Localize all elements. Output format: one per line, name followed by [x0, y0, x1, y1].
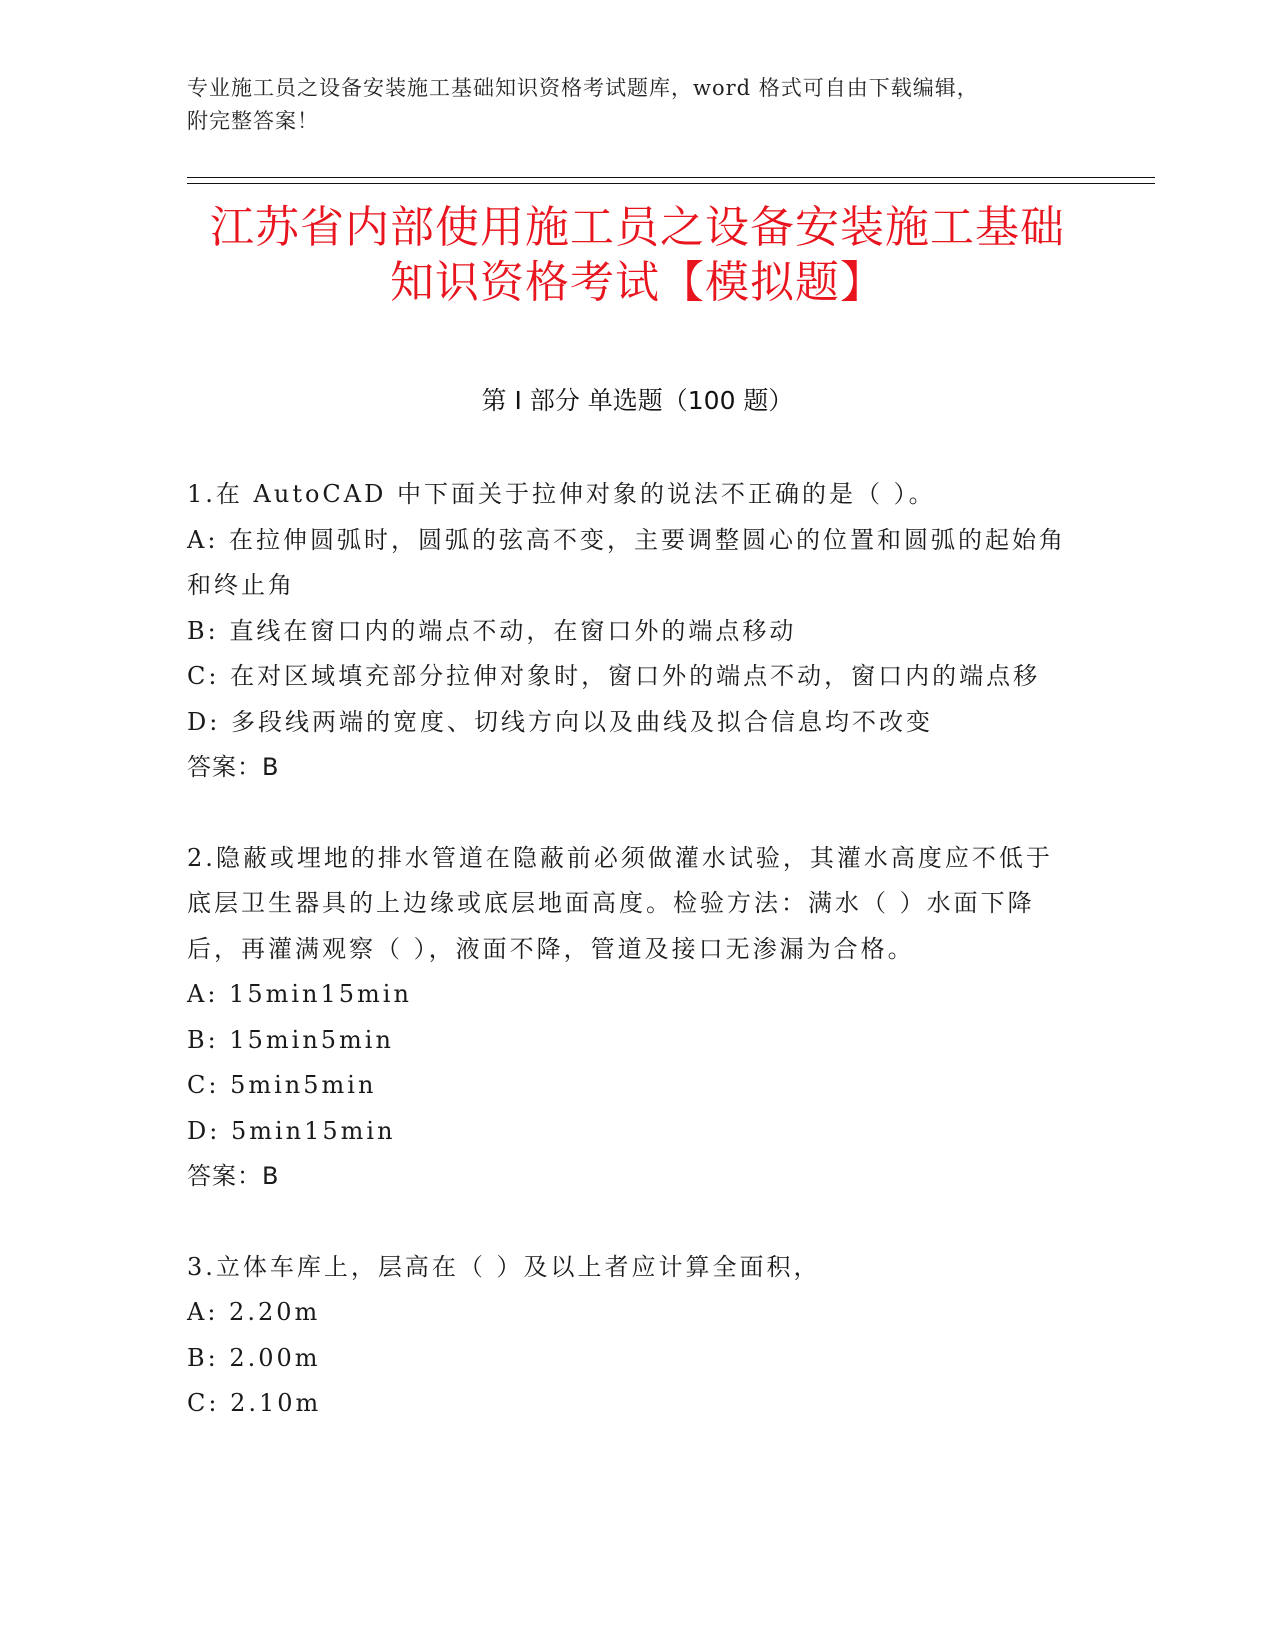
question-stem: 2.隐蔽或埋地的排水管道在隐蔽前必须做灌水试验，其灌水高度应不低于底层卫生器具的上边缘或底层地面高度。检验方法：满水（ ）水面下降后，再灌满观察（ ），液面不降，管道及接口无渗漏为合格。	[187, 843, 1053, 963]
question-stem: 3.立体车库上，层高在（ ）及以上者应计算全面积，	[187, 1252, 821, 1281]
question-3	[187, 1245, 1067, 1427]
option-c: C: 2.10m	[187, 1389, 322, 1417]
question-list	[187, 472, 1067, 1472]
option-b: B: 2.00m	[187, 1343, 321, 1372]
option-b: B: 直线在窗口内的端点不动，在窗口外的端点移动	[187, 616, 797, 645]
option-d: D: 多段线两端的宽度、切线方向以及曲线及拟合信息均不改变	[187, 707, 933, 736]
option-b: B: 15min5min	[187, 1025, 394, 1054]
option-a: A: 2.20m	[187, 1298, 321, 1326]
question-1	[187, 472, 1067, 791]
option-a: A: 15min15min	[187, 980, 412, 1008]
option-d: D: 5min15min	[187, 1116, 396, 1145]
section-title: 第 I 部分 单选题（100 题）	[481, 386, 794, 415]
answer: 答案：B	[187, 1162, 280, 1190]
header-note-line-2: 附完整答案！	[187, 109, 319, 133]
document-title-line-2: 知识资格考试【模拟题】	[390, 257, 885, 308]
answer: 答案：B	[187, 753, 280, 781]
question-2	[187, 836, 1067, 1200]
header-divider-top	[187, 177, 1155, 178]
option-a: A: 在拉伸圆弧时，圆弧的弦高不变，主要调整圆心的位置和圆弧的起始角和终止角	[187, 525, 1067, 599]
question-stem: 1.在 AutoCAD 中下面关于拉伸对象的说法不正确的是（ ）。	[187, 480, 936, 508]
option-c: C: 5min5min	[187, 1071, 377, 1099]
header-note	[187, 72, 1087, 138]
document-title-line-1: 江苏省内部使用施工员之设备安装施工基础	[210, 202, 1065, 253]
option-c: C: 在对区域填充部分拉伸对象时，窗口外的端点不动，窗口内的端点移	[187, 662, 1041, 690]
document-title	[150, 200, 1125, 310]
header-divider-bottom	[187, 183, 1155, 184]
header-note-line-1: 专业施工员之设备安装施工基础知识资格考试题库，word 格式可自由下载编辑，	[187, 76, 979, 100]
